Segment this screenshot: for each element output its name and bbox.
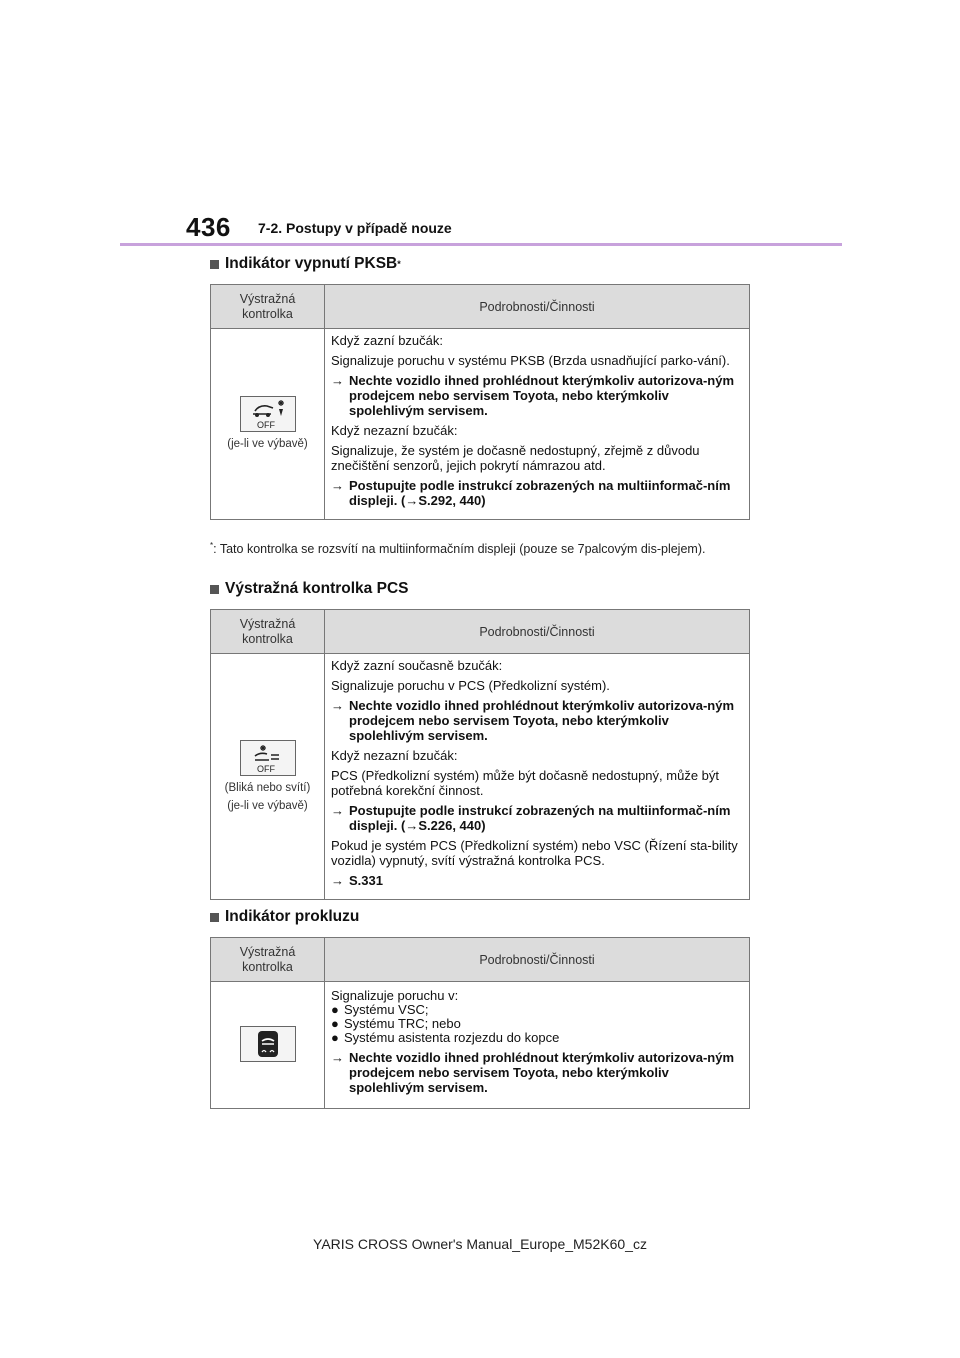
- list-item: ● Systému asistenta rozjezdu do kopce: [331, 1030, 560, 1045]
- pksb-off-icon: [240, 396, 296, 432]
- action-item: → Nechte vozidlo ihned prohlédnout kterýmkoliv autorizova-ným prodejcem nebo servisem Toyota, nebo kterýmkoliv spolehlivým servisem.: [331, 698, 734, 743]
- square-bullet-icon: [210, 260, 219, 269]
- pcs-off-icon: [240, 740, 296, 776]
- square-bullet-icon: [210, 913, 219, 922]
- page-number: 436: [186, 212, 231, 242]
- icon-cell: [211, 329, 325, 520]
- section-heading-slip: Indikátor prokluzu: [210, 908, 359, 926]
- col-header-warning-light: Výstražná kontrolka: [211, 938, 325, 982]
- square-bullet-icon: [210, 585, 219, 594]
- details-cell: Když zazní bzučák: Signalizuje poruchu v systému PKSB (Brzda usnadňující parko-vání). → Nechte vozidlo ihned prohlédnout kterýmkoliv autorizova-ným prodejcem nebo servisem Toyota, nebo kterýmkoliv spolehlivým servisem. Když nezazní bzučák: Signalizuje, že systém je dočasně nedostupný, zřejmě z důvodu znečištění senzorů, jejich pokrytí námrazou atd. → Postupujte podle instrukcí zobrazených na multiinformač-ním displeji. (→S.292, 440): [325, 329, 750, 520]
- bullet-dot-icon: ●: [331, 1002, 339, 1017]
- icon-cell: [211, 654, 325, 900]
- arrow-icon: →: [331, 1050, 344, 1065]
- icon-caption: (Bliká nebo svítí): [224, 781, 311, 794]
- col-header-details: Podrobnosti/Činnosti: [325, 610, 750, 654]
- bullet-dot-icon: ●: [331, 1030, 339, 1045]
- details-cell: Když zazní současně bzučák: Signalizuje poruchu v PCS (Předkolizní systém). → Nechte vozidlo ihned prohlédnout kterýmkoliv autorizova-ným prodejcem nebo servisem Toyota, nebo kterýmkoliv spolehlivým servisem. Když nezazní bzučák: PCS (Předkolizní systém) může být dočasně nedostupný, může být potřebná korekční činnost. → Postupujte podle instrukcí zobrazených na multiinformač-ním displeji. (→S.226, 440) Pokud je systém PCS (Předkolizní systém) nebo VSC (Řízení sta-bility vozidla) vypnutý, svítí výstražná kontrolka PCS. → S.331: [325, 654, 750, 900]
- bullet-dot-icon: ●: [331, 1016, 339, 1031]
- col-header-warning-light: Výstražná kontrolka: [211, 285, 325, 329]
- slip-table: [210, 937, 750, 1109]
- action-item: → Nechte vozidlo ihned prohlédnout kterýmkoliv autorizova-ným prodejcem nebo servisem Toyota, nebo kterýmkoliv spolehlivým servisem.: [331, 373, 734, 418]
- icon-caption: (je-li ve výbavě): [227, 799, 308, 812]
- action-item: → S.331: [331, 873, 383, 888]
- list-item: ● Systému TRC; nebo: [331, 1016, 461, 1031]
- slip-indicator-icon: [240, 1026, 296, 1062]
- svg-text:OFF: OFF: [256, 763, 275, 774]
- footnote: *: Tato kontrolka se rozsvítí na multiinformačním displeji (pouze se 7palcovým dis-plejem).: [210, 541, 706, 557]
- arrow-icon: →: [331, 873, 344, 888]
- col-header-warning-light: Výstražná kontrolka: [211, 610, 325, 654]
- header-divider: [120, 243, 842, 246]
- col-header-details: Podrobnosti/Činnosti: [325, 938, 750, 982]
- section-heading-pksb: Indikátor vypnutí PKSB *: [210, 255, 401, 273]
- chapter-title: 7-2. Postupy v případě nouze: [258, 220, 452, 236]
- arrow-icon: →: [331, 373, 344, 388]
- col-header-details: Podrobnosti/Činnosti: [325, 285, 750, 329]
- arrow-icon: →: [331, 478, 344, 493]
- arrow-icon: →: [331, 803, 344, 818]
- icon-cell: [211, 982, 325, 1109]
- pcs-table: [210, 609, 750, 900]
- arrow-icon: →: [331, 698, 344, 713]
- footer-text: YARIS CROSS Owner's Manual_Europe_M52K60_cz: [313, 1236, 647, 1252]
- action-item: → Nechte vozidlo ihned prohlédnout kterýmkoliv autorizova-ným prodejcem nebo servisem Toyota, nebo kterýmkoliv spolehlivým servisem.: [331, 1050, 734, 1095]
- icon-caption: (je-li ve výbavě): [227, 438, 308, 450]
- pksb-table: [210, 284, 750, 520]
- action-item: → Postupujte podle instrukcí zobrazených na multiinformač-ním displeji. (→S.226, 440): [331, 803, 731, 833]
- svg-text:OFF: OFF: [256, 420, 275, 430]
- list-item: ● Systému VSC;: [331, 1002, 429, 1017]
- action-item: → Postupujte podle instrukcí zobrazených na multiinformač-ním displeji. (→S.292, 440): [331, 478, 731, 508]
- section-heading-pcs: Výstražná kontrolka PCS: [210, 580, 408, 598]
- details-cell: Signalizuje poruchu v: ● Systému VSC; ● Systému TRC; nebo ● Systému asistenta rozjezdu do kopce → Nechte vozidlo ihned prohlédnout kterýmkoliv autorizova-ným prodejcem nebo servisem Toyota, nebo kterýmkoliv spolehlivým servisem.: [325, 982, 750, 1109]
